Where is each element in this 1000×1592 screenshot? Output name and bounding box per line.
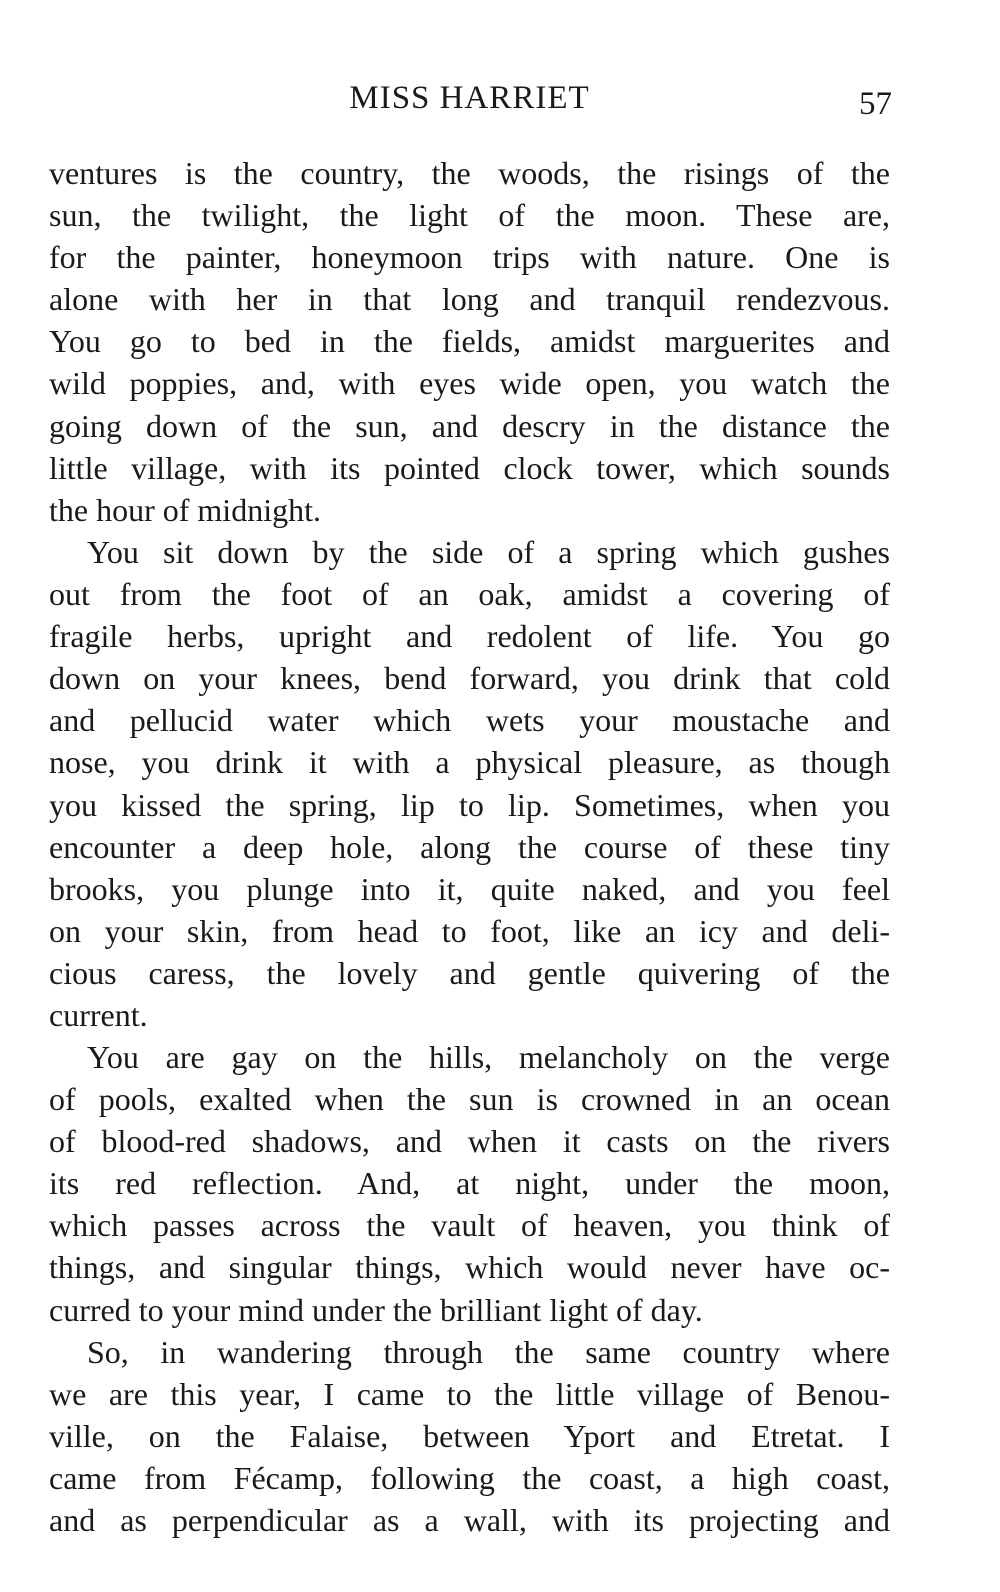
running-header — [49, 78, 890, 128]
text-line: nose, you drink it with a physical pleasure, as though — [49, 744, 890, 781]
text-line: out from the foot of an oak, amidst a covering of — [49, 576, 890, 613]
text-line: of pools, exalted when the sun is crowned in an ocean — [49, 1081, 890, 1118]
text-line: brooks, you plunge into it, quite naked, and you feel — [49, 870, 890, 907]
text-line: and as perpendicular as a wall, with its projecting and — [49, 1502, 890, 1539]
text-line: fragile herbs, upright and redolent of life. You go — [49, 618, 890, 655]
text-line: alone with her in that long and tranquil rendezvous. — [49, 281, 890, 318]
text-line: and pellucid water which wets your moustache and — [49, 702, 890, 739]
paragraph-4 — [49, 1331, 890, 1541]
text-line: little village, with its pointed clock tower, which sounds — [49, 449, 890, 486]
text-line: So, in wandering through the same country where — [87, 1334, 890, 1370]
text-line: encounter a deep hole, along the course of these tiny — [49, 828, 890, 865]
text-line: the hour of midnight. — [49, 491, 321, 528]
text-line: on your skin, from head to foot, like an icy and deli- — [49, 912, 890, 949]
text-line: ventures is the country, the woods, the risings of the — [49, 155, 890, 191]
paragraph-1 — [49, 152, 890, 531]
running-title: MISS HARRIET — [349, 80, 590, 116]
text-line: came from Fécamp, following the coast, a high coast, — [49, 1460, 890, 1497]
text-line: You go to bed in the fields, amidst marguerites and — [49, 323, 890, 360]
book-page — [49, 78, 892, 1539]
text-line: its red reflection. And, at night, under the moon, — [49, 1165, 890, 1202]
paragraph-2 — [49, 531, 890, 1036]
text-line: You are gay on the hills, melancholy on the verge — [87, 1039, 890, 1075]
text-line: we are this year, I came to the little village of Benou- — [49, 1376, 890, 1413]
text-line: you kissed the spring, lip to lip. Sometimes, when you — [49, 786, 890, 823]
page-number: 57 — [859, 86, 892, 122]
text-line: You sit down by the side of a spring which gushes — [87, 534, 890, 570]
text-line: current. — [49, 997, 148, 1034]
text-line: ville, on the Falaise, between Yport and Etretat. I — [49, 1418, 890, 1455]
text-line: cious caress, the lovely and gentle quivering of the — [49, 954, 890, 991]
text-line: curred to your mind under the brilliant light of day. — [49, 1291, 703, 1328]
text-line: which passes across the vault of heaven, you think of — [49, 1207, 890, 1244]
text-line: sun, the twilight, the light of the moon. These are, — [49, 197, 890, 234]
text-line: going down of the sun, and descry in the distance the — [49, 407, 890, 444]
text-line: of blood-red shadows, and when it casts on the rivers — [49, 1123, 890, 1160]
text-line: things, and singular things, which would never have oc- — [49, 1249, 890, 1286]
text-line: wild poppies, and, with eyes wide open, you watch the — [49, 365, 890, 402]
paragraph-3 — [49, 1036, 890, 1331]
text-line: for the painter, honeymoon trips with nature. One is — [49, 239, 890, 276]
text-line: down on your knees, bend forward, you drink that cold — [49, 660, 890, 697]
